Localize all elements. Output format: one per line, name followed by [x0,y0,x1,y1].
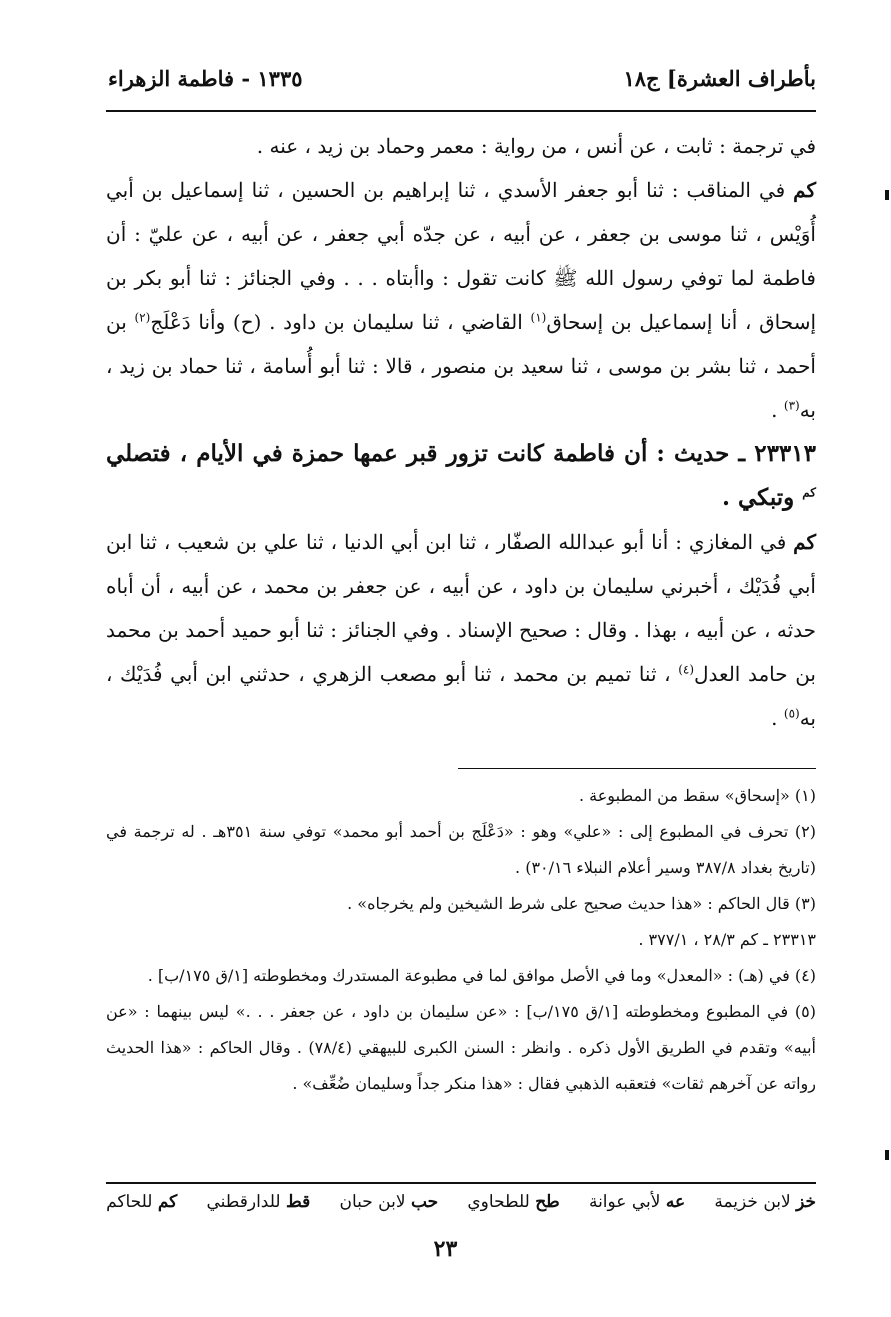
legend-code: قط [285,1192,311,1212]
footnote-ref: (٢) [134,310,151,325]
paragraph-text: . [771,706,784,730]
page-number: ٢٣ [433,1236,458,1262]
paragraph-maghazi [106,520,816,740]
footnote: ٢٣٣١٣ ـ كم ٢٨/٣ ، ٣٧٧/١ . [638,930,816,949]
legend-code: خز [796,1192,816,1212]
source-code: كم [793,178,816,202]
legend-desc: للطحاوي [467,1192,530,1212]
legend-item [714,1192,816,1212]
source-code-small: كم [802,485,816,500]
footnote: (٣) قال الحاكم : «هذا حديث صحيح على شرط الشيخين ولم يخرجاه» . [347,894,816,913]
paragraph-text: في المغازي : أنا أبو عبدالله الصفّار ، ثنا ابن أبي الدنيا ، ثنا علي بن شعيب ، ثنا ابن أبي فُدَيْك ، أخبرني سليمان بن داود ، عن أبيه ، عن جعفر بن محمد ، عن أبيه ، أن أباه حدثه ، عن أبيه ، بهذا . وقال : صحيح الإسناد . وفي الجنائز : ثنا أبو حميد أحمد بن محمد بن حامد العدل [106,530,816,686]
running-header [108,58,816,98]
footnote: (٢) تحرف في المطبوع إلى : «علي» وهو : «دَعْلَج بن أحمد أبو محمد» توفي سنة ٣٥١هـ . له ترجمة في (تاريخ بغداد ٣٨٧/٨ وسير أعلام النبلاء ٣٠/١٦) . [106,822,816,877]
hadith-heading-text: وتبكي . [721,484,795,511]
header-book-title: بأطراف العشرة] ج١٨ [623,65,816,91]
paragraph-manaqib [106,168,816,432]
footnote-ref: (٤) [678,662,695,677]
footnote: (١) «إسحاق» سقط من المطبوعة . [579,786,816,805]
legend-code: طح [535,1192,560,1212]
legend-desc: للدارقطني [206,1192,281,1212]
footnote: (٥) في المطبوع ومخطوطته [١/ق ١٧٥/ب] : «عن سليمان بن داود ، عن جعفر . . .» ليس بينهما : «عن أبيه» وتقدم في الطريق الأول ذكره . وانظر : السنن الكبرى للبيهقي (٧٨/٤) . وقال الحاكم : «هذا الحديث رواته عن آخرهم ثقات» فتعقبه الذهبي فقال : «هذا منكر جداً وسليمان ضُعِّف» . [106,1002,817,1093]
scan-margin-mark [885,190,889,200]
scan-margin-mark [885,1150,889,1160]
legend-desc: لابن حبان [339,1192,406,1212]
footnotes [106,778,816,1102]
abbreviations-legend [106,1192,816,1212]
legend-item [106,1192,177,1212]
legend-item [207,1192,311,1212]
footnote-ref: (١) [530,310,547,325]
legend-code: حب [410,1192,439,1212]
footnote-divider [458,768,816,769]
paragraph-text: بن أحمد ، ثنا بشر بن موسى ، ثنا سعيد بن منصور ، قالا : ثنا أبو أُسامة ، ثنا حماد بن زيد ، به [106,310,816,422]
legend-desc: لابن خزيمة [714,1192,791,1212]
legend-desc: لأبي عوانة [588,1192,661,1212]
paragraph-text: في المناقب : ثنا أبو جعفر الأسدي ، ثنا إبراهيم بن الحسين ، ثنا إسماعيل بن أبي أُوَيْس ، ثنا موسى بن جعفر ، عن أبيه ، عن جدّه أبي جعفر ، عن أبيه ، عن عليّ : أن فاطمة لما توفي رسول الله ﷺ كانت تقول : واأبتاه . . . وفي الجنائز : ثنا أبو بكر بن إسحاق ، أنا إسماعيل بن إسحاق [106,178,817,334]
legend-item [339,1192,438,1212]
hadith-heading [106,432,816,520]
header-divider [106,110,816,112]
paragraph-text: . [771,398,784,422]
text-line: في ترجمة : ثابت ، عن أنس ، من رواية : معمر وحماد بن زيد ، عنه . [256,134,816,158]
legend-desc: للحاكم [106,1192,153,1212]
legend-item [589,1192,685,1212]
legend-item [467,1192,559,1212]
paragraph-text: ، ثنا تميم بن محمد ، ثنا أبو مصعب الزهري ، حدثني ابن أبي فُدَيْك ، به [106,662,816,730]
footer-divider [106,1182,816,1184]
footnote: (٤) في (هـ) : «المعدل» وما في الأصل موافق لما في مطبوعة المستدرك ومخطوطته [١/ق ١٧٥/ب] . [147,966,816,985]
footnote-ref: (٥) [783,706,800,721]
paragraph-text: القاضي ، ثنا سليمان بن داود . (ح) وأنا دَعْلَج [150,310,531,334]
hadith-heading-text: ٢٣٣١٣ ـ حديث : أن فاطمة كانت تزور قبر عمها حمزة في الأيام ، فتصلي [106,440,816,467]
source-code: كم [793,530,816,554]
header-section-title: ١٣٣٥ - فاطمة الزهراء [108,65,303,91]
footnote-ref: (٣) [783,398,800,413]
legend-code: كم [157,1192,178,1212]
legend-code: عه [665,1192,686,1212]
main-text [106,124,816,740]
